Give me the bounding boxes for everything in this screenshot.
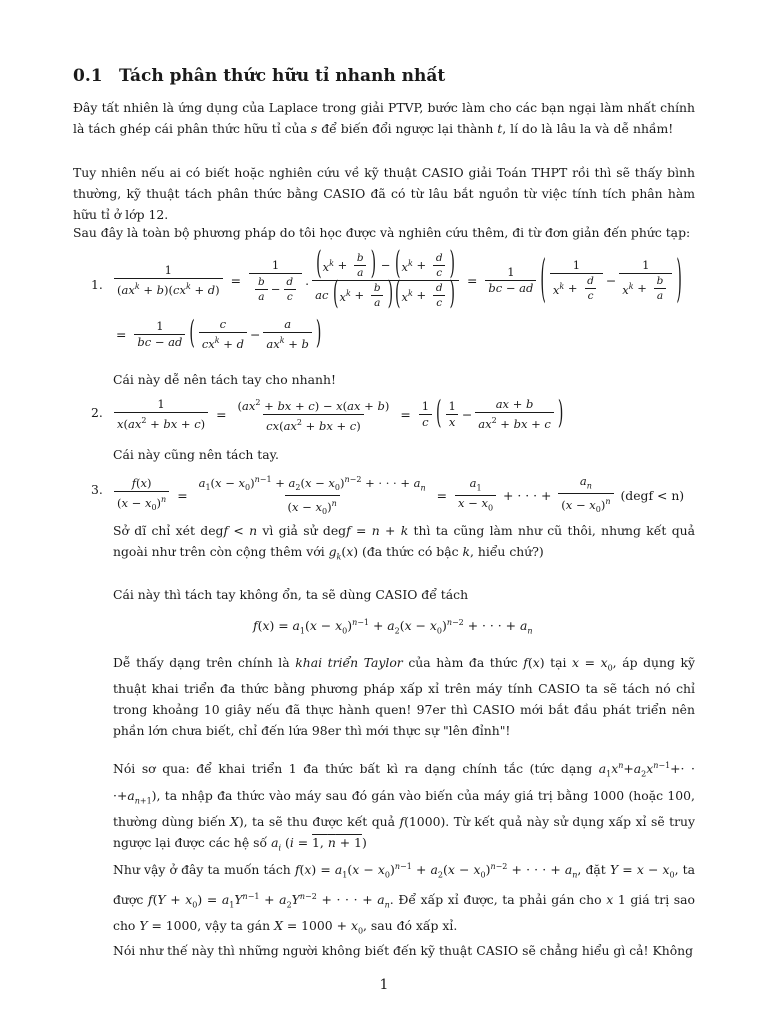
paragraph-1: Đây tất nhiên là ứng dụng của Laplace trong giải PTVP, bước làm cho các bạn ngại làm nhất chính là tách ghép cái phân thức hữu tỉ của s để biến đổi ngược lại thành t, lí do là lâu la và dễ nhầm!	[73, 100, 695, 136]
item-3-note-1: Sở dĩ chỉ xét degf < n vì giả sử degf = n + k thì ta cũng làm như cũ thôi, nhưng kết quả ngoài như trên còn cộng thêm với $g_k(x)$ (đa thức có bậc k, hiểu chứ?)	[113, 523, 695, 562]
item-3-note-5: Như vậy ở đây ta muốn tách $f(x) = a_1(x - x_0)^{n-1} + a_2(x - x_0)^{n-2}$ + · · · + $a_n$, đặt $Y = x - x_0$, ta được $f(Y + x_0) = a_1Y^{n-1} + a_2Y^{n-2}$ + · · · + $a_n$. Để xấp xỉ được, ta phải gán cho x 1 giá trị sao cho Y = 1000, vậy ta gán $X = 1000 + x_0$, sau đó xấp xỉ.	[113, 862, 696, 936]
section-title	[73, 66, 445, 86]
item-2-number: 2.	[91, 405, 103, 420]
section-title-text: Tách phân thức hữu tỉ nhanh nhất	[119, 66, 446, 86]
item-3-note-4: Nói sơ qua: để khai triển 1 đa thức bất kì ra dạng chính tắc (tức dạng $a_1x^n+a_2x^{n-1}+\cdot \cdot \cdot+a_{n+1}$), ta nhập đa thức vào máy sau đó gán vào biến của máy giá trị bằng 1000 (hoặc 100, thường dùng biến X), ta sẽ thu được kết quả f(1000). Từ kết quả này sử dụng xấp xỉ sẽ truy ngược lại được các hệ số $a_i$ (i = 1, n + 1)	[113, 761, 695, 853]
item-3-condition: (degf < n)	[620, 488, 685, 504]
item-1-number: 1.	[91, 277, 103, 292]
item-3-note-3: Dễ thấy dạng trên chính là khai triển Taylor của hàm đa thức f(x) tại $x = x_0$, áp dụng kỹ thuật khai triển đa thức bằng phương pháp xấp xỉ trên máy tính CASIO ta sẽ tách nó chỉ trong khoảng 10 giây nếu đã thực hành quen! 97er thì CASIO mới bắt đầu phát triển nên phần lớn chưa biết, chỉ đến lứa 98er thì mới thực sự "lên đỉnh"!	[113, 655, 695, 739]
item-3-note-2: Cái này thì tách tay không ổn, ta sẽ dùng CASIO để tách	[113, 587, 469, 602]
paragraph-2: Tuy nhiên nếu ai có biết hoặc nghiên cứu về kỹ thuật CASIO giải Toán THPT rồi thì sẽ thấy bình thường, kỹ thuật tách phân thức bằng CASIO đã có từ lâu bắt nguồn từ việc tính tích phân hàm hữu tỉ ở lớp 12.	[73, 165, 695, 222]
item-1-formula-cont: = $\frac{1}{bc - ad}$ ( $\frac{c}{cx^k + d}$ − $\frac{a}{ax^k + b}$ )	[116, 316, 322, 353]
item-2-formula: $\frac{1}{x(ax^2 + bx + c)}$ = $\frac{(ax^2 + bx + c) - x(ax + b)}{cx(ax^2 + bx + c)}$ = $\frac{1}{c}$ ( $\frac{1}{x}$ − $\frac{ax + b}{ax^2 + bx + c}$ )	[111, 396, 564, 433]
item-3-note-6: Nói như thế này thì những người không biết đến kỹ thuật CASIO sẽ chẳng hiểu gì cả! Không	[113, 943, 694, 958]
paragraph-3: Sau đây là toàn bộ phương pháp do tôi học được và nghiên cứu thêm, đi từ đơn giản đến phức tạp:	[73, 225, 691, 240]
item-2-note: Cái này cũng nên tách tay.	[113, 447, 279, 462]
section-number: 0.1	[73, 66, 103, 86]
taylor-formula: $f(x) = a_1(x - x_0)^{n-1} + a_2(x - x_0)^{n-2}$ + · · · + $a_n$	[253, 618, 533, 636]
item-1-note: Cái này dễ nên tách tay cho nhanh!	[113, 372, 336, 387]
item-3-formula: $\frac{f(x)}{(x - x_0)^n}$ = $\frac{a_1(x - x_0)^{n-1} + a_2(x - x_0)^{n-2} + \cdot \cdot \cdot + a_n}{(x - x_0)^n}$ = $\frac{a_1}{x - x_0}$ + · · · + $\frac{a_n}{(x - x_0)^n}$ (degf < n)	[111, 473, 684, 518]
item-1-formula: $\frac{1}{(ax^k + b)(cx^k + d)}$ = 1 $\frac{b}{a}$ − $\frac{d}{c}$ . ( $x^k$ + $\frac{b}{a}$ ) − ( $x^k$ + $\frac{d}{c}$ ) ac ( $x^k$ + $\frac{b}{a}$ ) ( $x^k$ + $\frac{d}{c}$ ) = $\frac{1}{bc - ad}$ ( 1 $x^k$ + $\frac{d}{c}$ − 1 $x^k$ + $\frac{b}{a}$ )	[111, 252, 683, 309]
item-3-number: 3.	[91, 482, 103, 497]
page-number: 1	[379, 977, 389, 993]
